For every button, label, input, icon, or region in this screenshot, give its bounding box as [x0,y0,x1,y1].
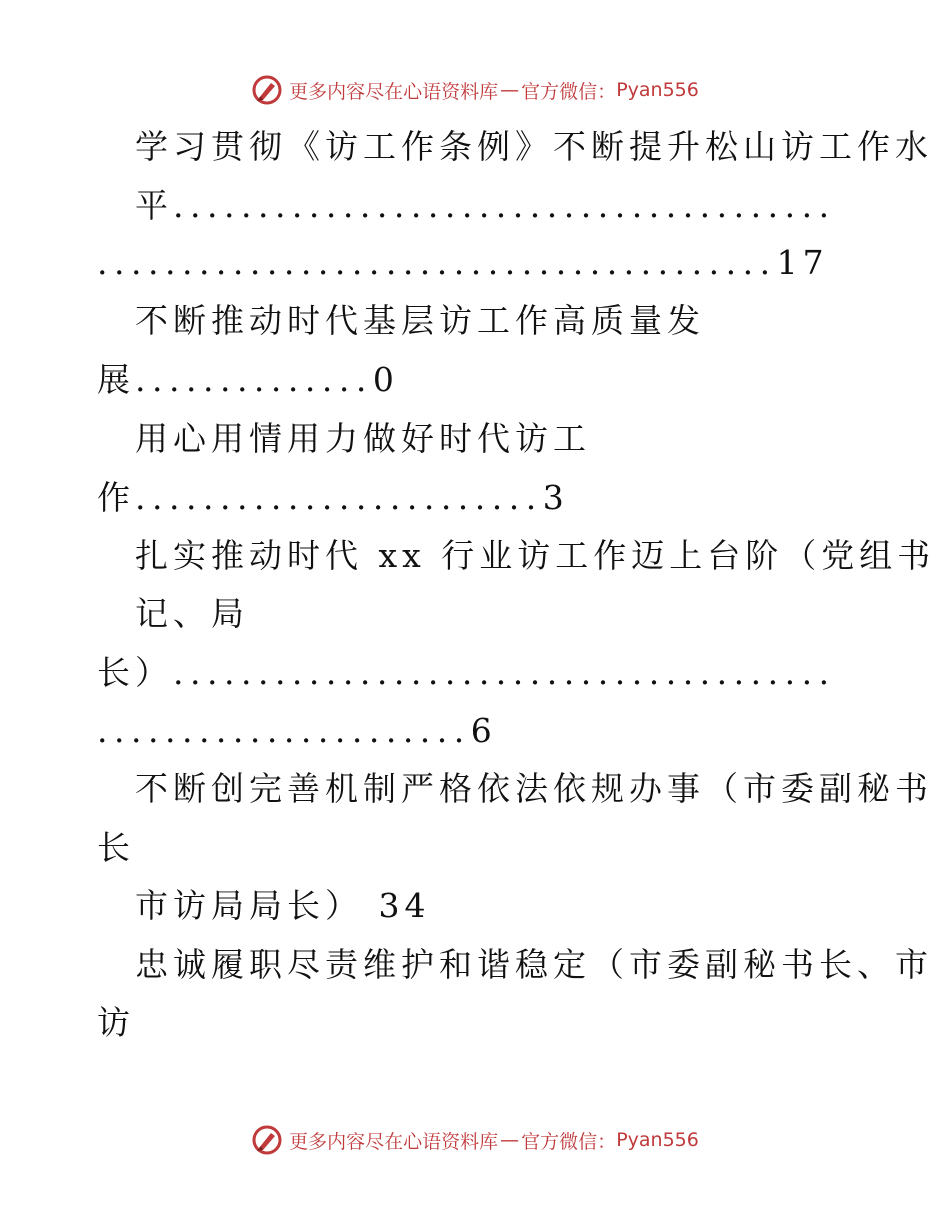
toc-line: 平....................................... [135,186,836,225]
watermark-wechat-id: Pyan556 [616,1129,699,1151]
toc-line: 长）....................................... [97,653,836,692]
toc-line: 作........................3 [97,478,569,517]
watermark-wechat-label: 官方微信： [521,1130,617,1153]
toc-line: 记、局 [135,594,249,633]
toc-line: 展..............0 [97,360,399,399]
watermark-banner-bottom [0,1120,950,1160]
watermark-wechat-label: 官方微信： [521,80,617,103]
toc-line: 不断推动时代基层访工作高质量发 [135,301,705,340]
toc-line: 学习贯彻《访工作条例》不断提升松山访工作水 [135,127,933,166]
toc-line: 忠诚履职尽责维护和谐稳定（市委副秘书长、市 [135,945,933,984]
toc-line: ........................................17 [97,243,829,282]
toc-line: 市访局局长） 34 [135,886,431,925]
toc-line: 访 [97,1003,135,1042]
toc-line: 扎实推动时代 xx 行业访工作迈上台阶（党组书 [135,536,936,575]
watermark-separator: — [500,79,520,101]
pen-logo-icon [251,74,283,106]
watermark-text: 更多内容尽在心语资料库 [289,80,499,103]
toc-line: 用心用情用力做好时代访工 [135,419,591,458]
toc-line: 长 [97,828,135,867]
toc-line: ......................6 [97,711,497,750]
watermark-separator: — [500,1129,520,1151]
pen-logo-icon [251,1124,283,1156]
toc-line: 不断创完善机制严格依法依规办事（市委副秘书 [135,769,933,808]
watermark-wechat-id: Pyan556 [616,79,699,101]
watermark-banner-top [0,70,950,110]
watermark-text: 更多内容尽在心语资料库 [289,1130,499,1153]
